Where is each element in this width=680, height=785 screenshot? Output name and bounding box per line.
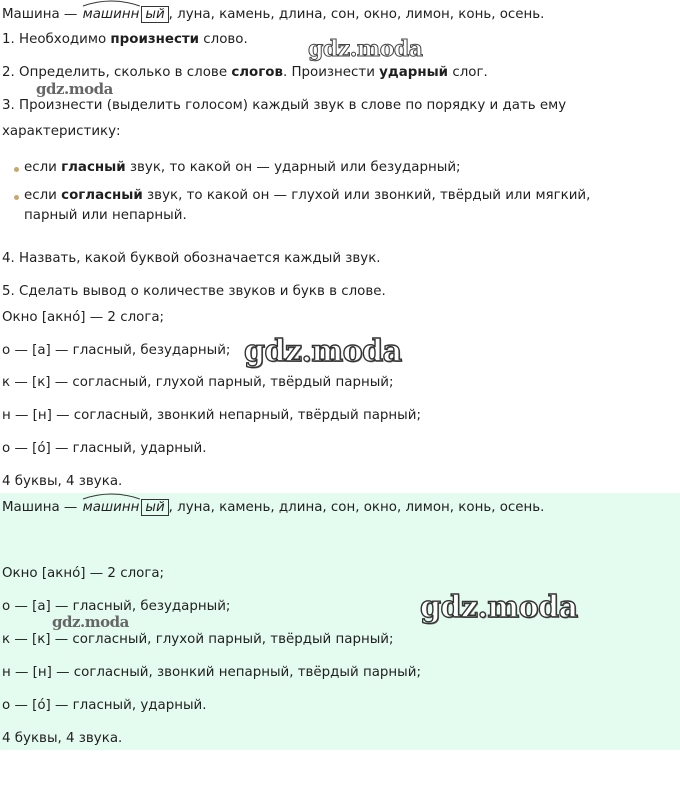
step-4: 4. Назвать, какой буквой обозначается каждый звук.: [2, 251, 381, 266]
step-3-line-1: 3. Произнести (выделить голосом) каждый звук в слове по порядку и дать ему: [2, 98, 567, 113]
bullet-consonant-line-2: парный или непарный.: [24, 208, 187, 223]
analysis-row-n: н — [н] — согласный, звонкий непарный, твёрдый парный;: [2, 408, 421, 423]
analysis-row-k: к — [к] — согласный, глухой парный, твёрдый парный;: [2, 375, 394, 390]
word-suffix: , луна, камень, длина, сон, окно, лимон, конь, осень.: [168, 7, 545, 22]
bullet-vowel: если гласный звук, то какой он — ударный или безударный;: [24, 160, 461, 175]
analysis-title: Окно [акно́] — 2 слога;: [2, 310, 165, 325]
analysis-summary-2: 4 буквы, 4 звука.: [2, 731, 123, 746]
analysis-row-o1: о — [а] — гласный, безударный;: [2, 343, 231, 358]
watermark: gdz.moda: [308, 36, 423, 62]
morpheme-analysis: [82, 6, 169, 24]
word-list-line: [2, 6, 544, 24]
step-5: 5. Сделать вывод о количестве звуков и букв в слове.: [2, 284, 386, 299]
step-2: 2. Определить, сколько в слове слогов. Произнести ударный слог.: [2, 65, 488, 80]
step-1: 1. Необходимо произнести слово.: [2, 32, 248, 47]
watermark-small: gdz.moda: [36, 80, 113, 98]
analysis-title-2: Окно [акно́] — 2 слога;: [2, 566, 165, 581]
ending-box: ый: [141, 499, 168, 516]
root-arc-icon: [82, 0, 141, 7]
analysis-row-k-2: к — [к] — согласный, глухой парный, твёрдый парный;: [2, 632, 394, 647]
watermark-large-2: gdz.moda: [420, 590, 578, 625]
word-list-line-2: Машина — машинн ый , луна, камень, длина, сон, окно, лимон, конь, осень.: [2, 499, 544, 517]
bullet-icon: [14, 167, 19, 172]
bullet-consonant: если согласный звук, то какой он — глухой или звонкий, твёрдый или мягкий,: [24, 188, 591, 203]
word-prefix: Машина —: [2, 7, 82, 22]
analysis-row-n-2: н — [н] — согласный, звонкий непарный, твёрдый парный;: [2, 665, 421, 680]
step-3-line-2: характеристику:: [2, 124, 121, 139]
ending-box: ый: [141, 6, 168, 23]
analysis-row-o2-2: о — [о́] — гласный, ударный.: [2, 698, 207, 713]
root-morpheme: машинн: [82, 499, 141, 517]
analysis-row-o2: о — [о́] — гласный, ударный.: [2, 441, 207, 456]
watermark-small-2: gdz.moda: [52, 613, 129, 631]
root-arc-icon: [82, 492, 141, 500]
morpheme-analysis: [82, 499, 169, 517]
root-morpheme: машинн: [82, 6, 141, 24]
analysis-summary: 4 буквы, 4 звука.: [2, 474, 123, 489]
analysis-row-o1-2: о — [а] — гласный, безударный;: [2, 599, 231, 614]
watermark-large: gdz.moda: [244, 334, 402, 369]
bullet-icon: [14, 195, 19, 200]
